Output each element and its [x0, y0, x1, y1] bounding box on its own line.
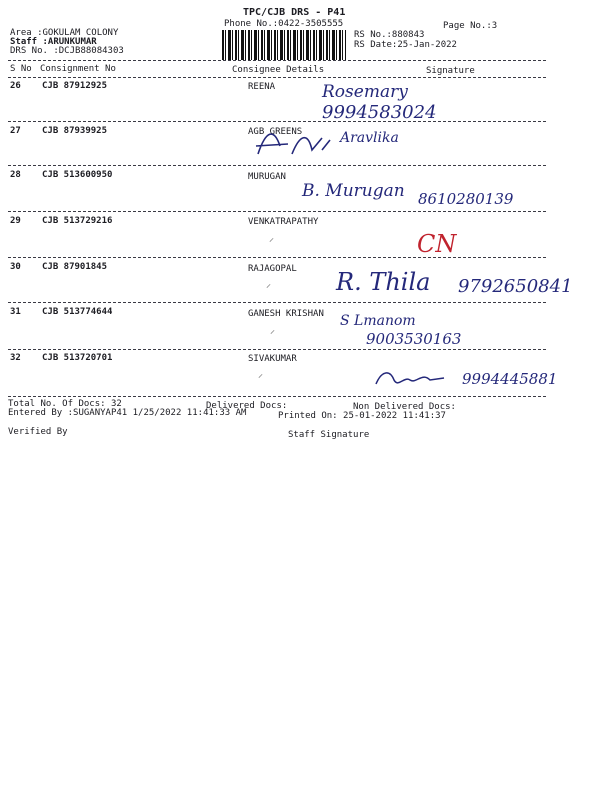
- row-sno: 31: [10, 307, 21, 317]
- verified-by: Verified By: [8, 427, 68, 437]
- divider: [8, 77, 546, 78]
- row-sno: 29: [10, 216, 21, 226]
- row-divider: [8, 349, 546, 350]
- row-divider: [8, 165, 546, 166]
- row-sno: 32: [10, 353, 21, 363]
- row-divider: [8, 302, 546, 303]
- divider: [8, 60, 546, 61]
- signature-line1: Aravlika: [340, 130, 399, 146]
- phone-number: Phone No.:0422-3505555: [224, 19, 344, 29]
- row-consignment: CJB 87912925: [42, 81, 108, 91]
- tick-mark-icon: ⸝: [266, 279, 271, 290]
- row-divider: [8, 121, 546, 122]
- row-consignee: GANESH KRISHAN: [248, 309, 324, 319]
- row-sno: 28: [10, 170, 21, 180]
- signature-line1: Rosemary: [322, 82, 408, 102]
- signature-line1: 9994445881: [462, 370, 558, 388]
- rs-date: RS Date:25-Jan-2022: [354, 40, 457, 50]
- row-consignee: SIVAKUMAR: [248, 354, 297, 364]
- staff-label: Staff :ARUNKUMAR: [10, 37, 97, 47]
- row-consignee: AGB GREENS: [248, 127, 303, 137]
- document-title: TPC/CJB DRS - P41: [243, 7, 346, 18]
- row-sno: 27: [10, 126, 21, 136]
- signature-line2: 8610280139: [418, 190, 514, 208]
- printed-on: Printed On: 25-01-2022 11:41:37: [278, 411, 446, 421]
- signature-handwriting: [372, 362, 600, 396]
- signature-line2: 9994583024: [322, 102, 437, 123]
- rs-number: RS No.:880843: [354, 30, 425, 40]
- row-consignment: CJB 513729216: [42, 216, 113, 226]
- page-number: Page No.:3: [443, 21, 498, 31]
- row-consignee: MURUGAN: [248, 172, 286, 182]
- signature-handwriting: [334, 256, 600, 302]
- column-header-sno: S No: [10, 64, 32, 74]
- signature-line1: S Lmanom: [340, 313, 416, 329]
- signature-handwriting: [320, 80, 520, 124]
- signature-line1: CN: [417, 230, 457, 258]
- tick-mark-icon: ⸝: [270, 325, 275, 336]
- drs-number: DRS No. :DCJB88084303: [10, 46, 124, 56]
- tick-mark-icon: ⸝: [269, 233, 274, 244]
- signature-handwriting: [300, 172, 520, 212]
- row-consignment: CJB 87939925: [42, 126, 108, 136]
- row-divider: [8, 211, 546, 212]
- row-sno: 26: [10, 81, 21, 91]
- row-consignee: RAJAGOPAL: [248, 264, 297, 274]
- column-header-consignment: Consignment No: [40, 64, 116, 74]
- row-divider: [8, 396, 546, 397]
- barcode: [222, 30, 346, 60]
- signature-line2: 9792650841: [458, 276, 573, 297]
- row-consignment: CJB 513774644: [42, 307, 113, 317]
- signature-line1: R. Thila: [336, 268, 431, 296]
- non-delivered-docs: Non Delivered Docs:: [353, 402, 456, 412]
- area-label: Area :GOKULAM COLONY: [10, 28, 119, 38]
- row-consignment: CJB 87901845: [42, 262, 108, 272]
- delivered-docs: Delivered Docs:: [206, 401, 288, 411]
- row-consignment: CJB 513720701: [42, 353, 113, 363]
- row-consignee: VENKATRAPATHY: [248, 217, 319, 227]
- signature-line1: B. Murugan: [302, 181, 405, 201]
- row-consignment: CJB 513600950: [42, 170, 113, 180]
- row-sno: 30: [10, 262, 21, 272]
- tick-mark-icon: ⸝: [258, 369, 263, 380]
- column-header-consignee: Consignee Details: [232, 65, 325, 75]
- row-consignee: REENA: [248, 82, 276, 92]
- signature-handwriting: [252, 124, 442, 164]
- total-docs: Total No. Of Docs: 32: [8, 399, 122, 409]
- entered-by: Entered By :SUGANYAP41 1/25/2022 11:41:33 AM: [8, 408, 247, 418]
- signature-handwriting: [338, 310, 518, 350]
- signature-line2: 9003530163: [366, 330, 462, 348]
- signature-handwriting: [415, 226, 475, 260]
- staff-signature-label: Staff Signature: [288, 430, 370, 440]
- column-header-signature: Signature: [426, 66, 475, 76]
